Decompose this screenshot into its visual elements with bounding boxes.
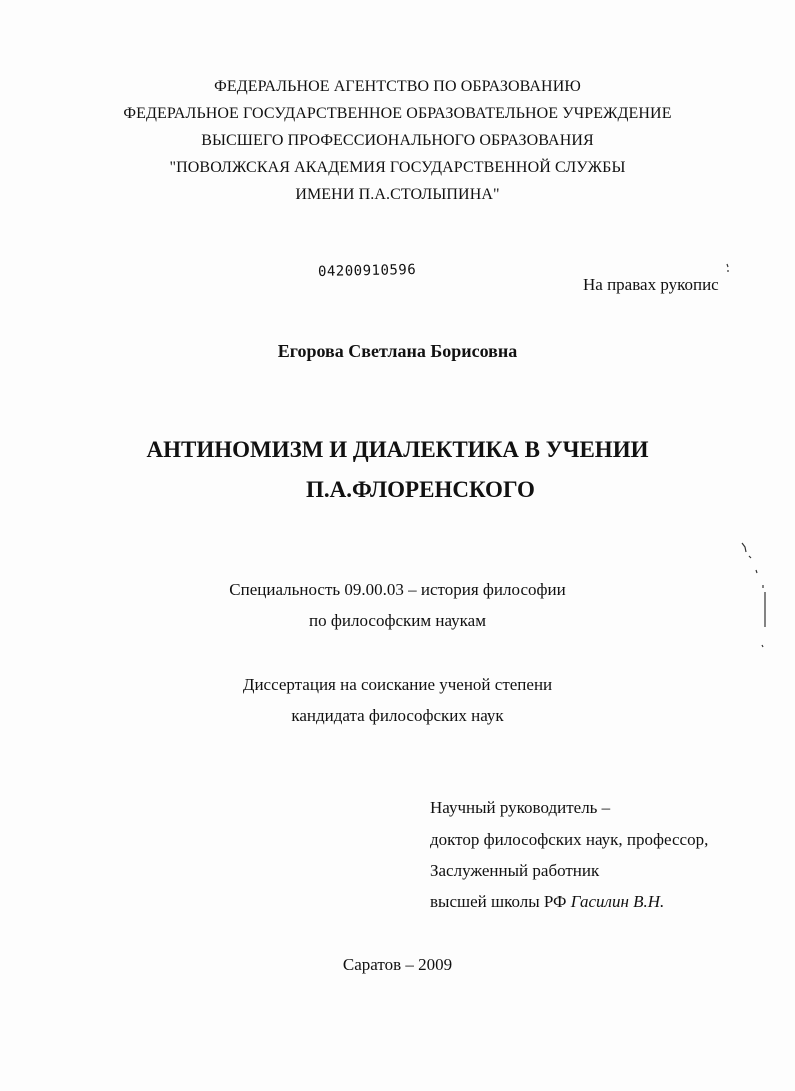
scan-mark-top-right	[727, 264, 728, 272]
manuscript-rights: На правах рукопис	[583, 275, 719, 294]
header-line-4: "ПОВОЛЖСКАЯ АКАДЕМИЯ ГОСУДАРСТВЕННОЙ СЛУЖБЫ	[169, 159, 626, 176]
scan-mark-group	[727, 264, 765, 647]
dissertation-line-2: кандидата философских наук	[291, 706, 504, 725]
title-line-2: П.А.ФЛОРЕНСКОГО	[306, 477, 535, 502]
city-year: Саратов – 2009	[342, 955, 453, 974]
advisor-line-3: Заслуженный работник	[430, 861, 600, 880]
header-line-5: ИМЕНИ П.А.СТОЛЫПИНА"	[295, 186, 500, 203]
header-line-3: ВЫСШЕГО ПРОФЕССИОНАЛЬНОГО ОБРАЗОВАНИЯ	[201, 132, 594, 149]
scan-mark-right-3	[762, 645, 763, 647]
title-line-1: АНТИНОМИЗМ И ДИАЛЕКТИКА В УЧЕНИИ	[146, 437, 649, 462]
scan-mark-right-1	[742, 543, 757, 573]
scan-mark-right-2	[763, 585, 765, 627]
registration-number: 04200910596	[317, 261, 417, 280]
advisor-line-4-prefix: высшей школы РФ	[430, 892, 571, 911]
dissertation-line-1: Диссертация на соискание ученой степени	[242, 675, 553, 694]
advisor-line-1: Научный руководитель –	[430, 798, 611, 817]
header-line-1: ФЕДЕРАЛЬНОЕ АГЕНТСТВО ПО ОБРАЗОВАНИЮ	[214, 78, 581, 95]
header-line-2: ФЕДЕРАЛЬНОЕ ГОСУДАРСТВЕННОЕ ОБРАЗОВАТЕЛЬНОЕ УЧРЕЖДЕНИЕ	[123, 105, 672, 122]
advisor-name: Гасилин В.Н.	[570, 892, 665, 911]
specialty-line-2: по философским наукам	[309, 611, 486, 630]
advisor-line-2: доктор философских наук, профессор,	[430, 830, 709, 849]
specialty-line-1: Специальность 09.00.03 – история философии	[229, 580, 566, 599]
author-name: Егорова Светлана Борисовна	[277, 341, 518, 361]
